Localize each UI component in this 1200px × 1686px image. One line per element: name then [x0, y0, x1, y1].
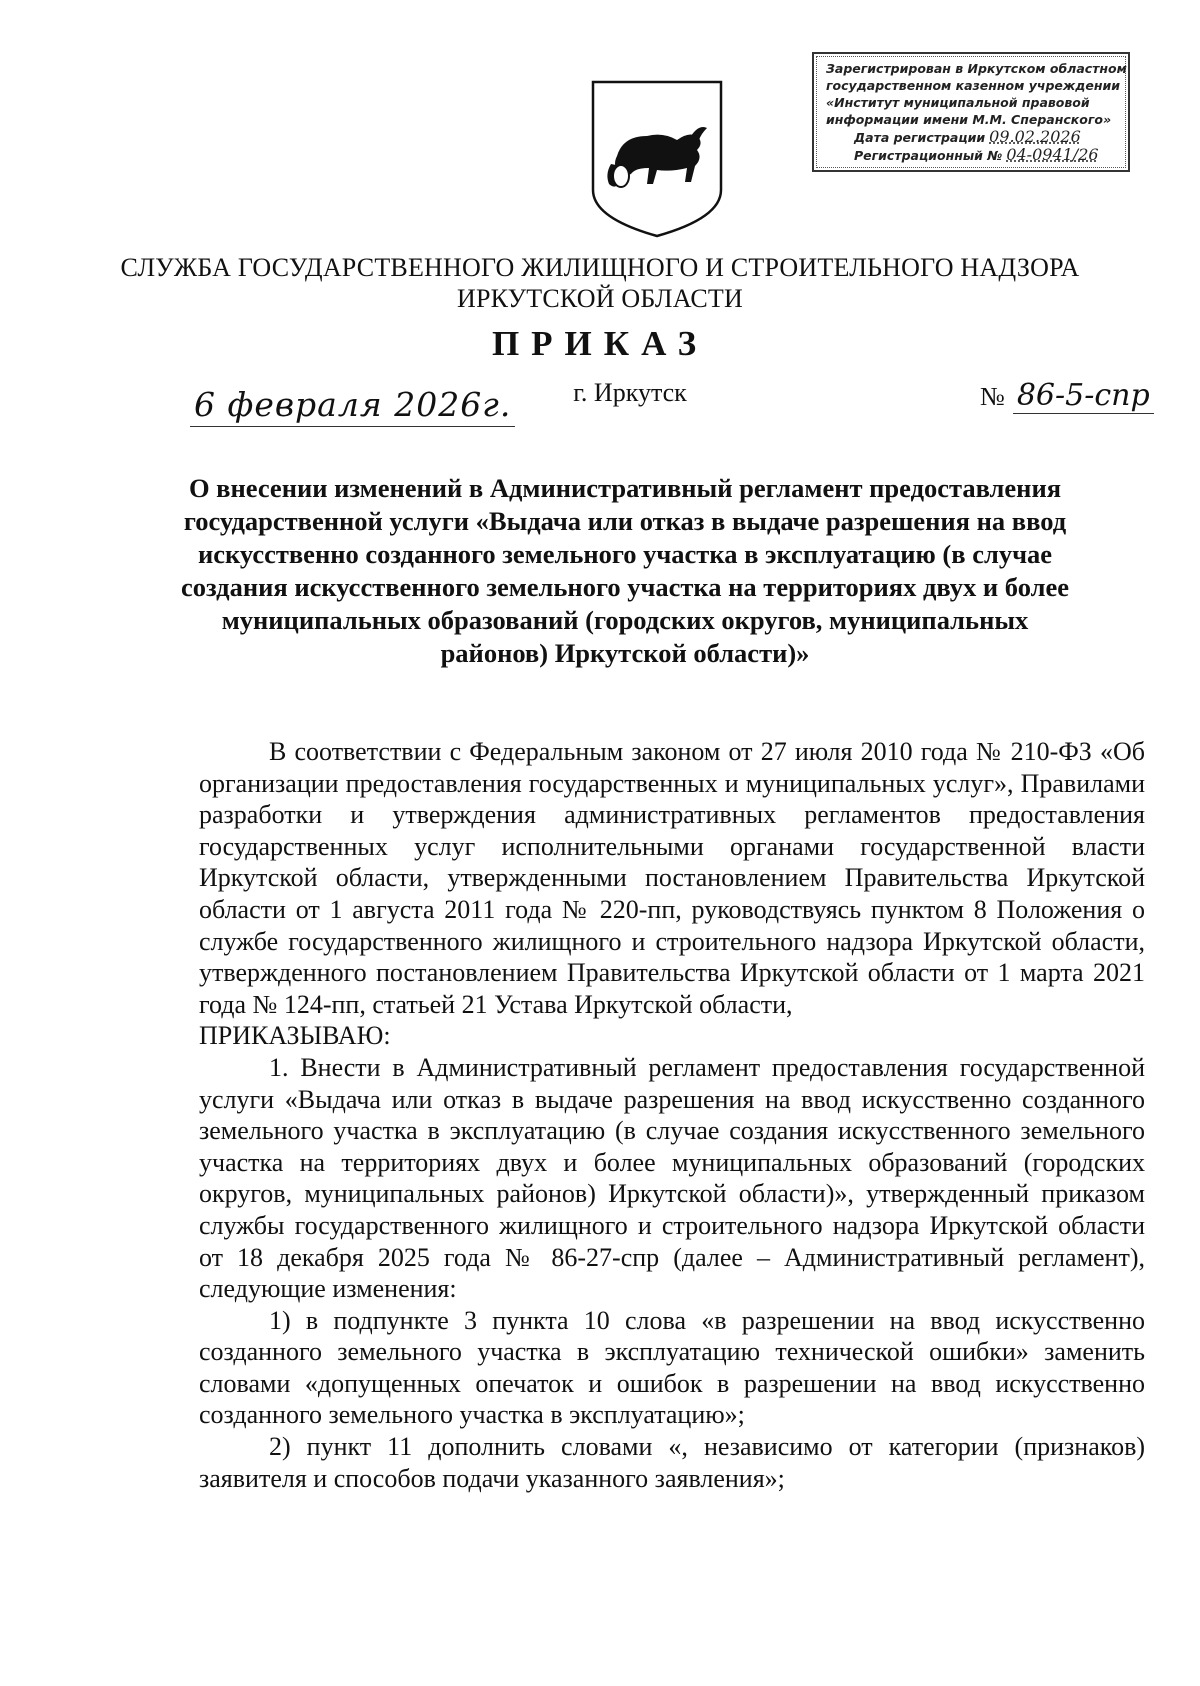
stamp-line: «Институт муниципальной правовой — [826, 95, 1090, 110]
agency-name — [100, 252, 1100, 314]
order-city: г. Иркутск — [573, 378, 687, 407]
preamble-paragraph: В соответствии с Федеральным законом от 27 июля 2010 года № 210-ФЗ «Об организации предоставления государственных и муниципальных услуг», Правилами разработки и утверждения административных регламентов предоставления государственных услуг исполнительными органами государственной власти Иркутской области, утвержденными постановлением Правительства Иркутской области от 1 августа 2011 года № 220-пп, руководствуясь пунктом 8 Положения о службе государственного жилищного и строительного надзора Иркутской области, утвержденного постановлением Правительства Иркутской области от 1 марта 2021 года № 124-пп, статьей 21 Устава Иркутской области, — [199, 737, 1145, 1019]
order-title: О внесении изменений в Административный регламент предоставления государственной услуги «Выдача или отказ в выдаче разрешения на ввод искусственно созданного земельного участка в эксплуатацию (в случае создания искусственного земельного участка на территориях двух и более муниципальных образований (городских округов, муниципальных районов) Иркутской области)» — [180, 473, 1069, 668]
subitem-1-paragraph: 1) в подпункте 3 пункта 10 слова «в разрешении на ввод искусственно созданного земельного участка в эксплуатацию технической ошибки» заменить словами «допущенных опечаток и ошибок в разрешении на ввод искусственно созданного земельного участка в эксплуатацию»; — [199, 1305, 1145, 1430]
order-date: 6 февраля 2026г. — [190, 385, 515, 427]
irkutsk-coat-of-arms-icon — [587, 78, 727, 240]
subitem-2-paragraph: 2) пункт 11 дополнить словами «, независимо от категории (признаков) заявителя и способов подачи указанного заявления»; — [199, 1432, 1145, 1493]
stamp-number-value: 04-0941/26 — [1006, 145, 1099, 164]
item-1-paragraph: 1. Внести в Административный регламент предоставления государственной услуги «Выдача или отказ в выдаче разрешения на ввод искусственно созданного земельного участка в эксплуатацию (в случае создания искусственного земельного участка на территориях двух и более муниципальных образований (городских округов, муниципальных районов) Иркутской области)», утвержденный приказом службы государственного жилищного и строительного надзора Иркутской области от 18 декабря 2025 года № 86-27-спр (далее – Административный регламент), следующие изменения: — [199, 1052, 1145, 1304]
agency-line: СЛУЖБА ГОСУДАРСТВЕННОГО ЖИЛИЩНОГО И СТРОИТЕЛЬНОГО НАДЗОРА — [120, 253, 1080, 282]
stamp-date-value: 09.02.2026 — [989, 127, 1081, 146]
order-body — [199, 736, 1145, 1494]
number-value: 86-5-спр — [1013, 378, 1154, 414]
stamp-number-row — [854, 146, 1118, 164]
number-prefix: № — [980, 382, 1005, 411]
stamp-line: государственном казенном учреждении — [826, 78, 1121, 93]
agency-line: ИРКУТСКОЙ ОБЛАСТИ — [456, 284, 743, 313]
order-word: ПРИКАЗЫВАЮ: — [199, 1021, 391, 1051]
document-type: ПРИКАЗ — [491, 324, 709, 363]
stamp-date-label: Дата регистрации — [854, 130, 986, 145]
stamp-line: информации имени М.М. Сперанского» — [826, 112, 1112, 127]
order-number — [980, 378, 1154, 413]
stamp-date-row — [854, 128, 1118, 146]
registration-stamp — [812, 52, 1130, 172]
stamp-line: Зарегистрирован в Иркутском областном — [826, 61, 1127, 76]
stamp-number-label: Регистрационный № — [854, 148, 1003, 163]
